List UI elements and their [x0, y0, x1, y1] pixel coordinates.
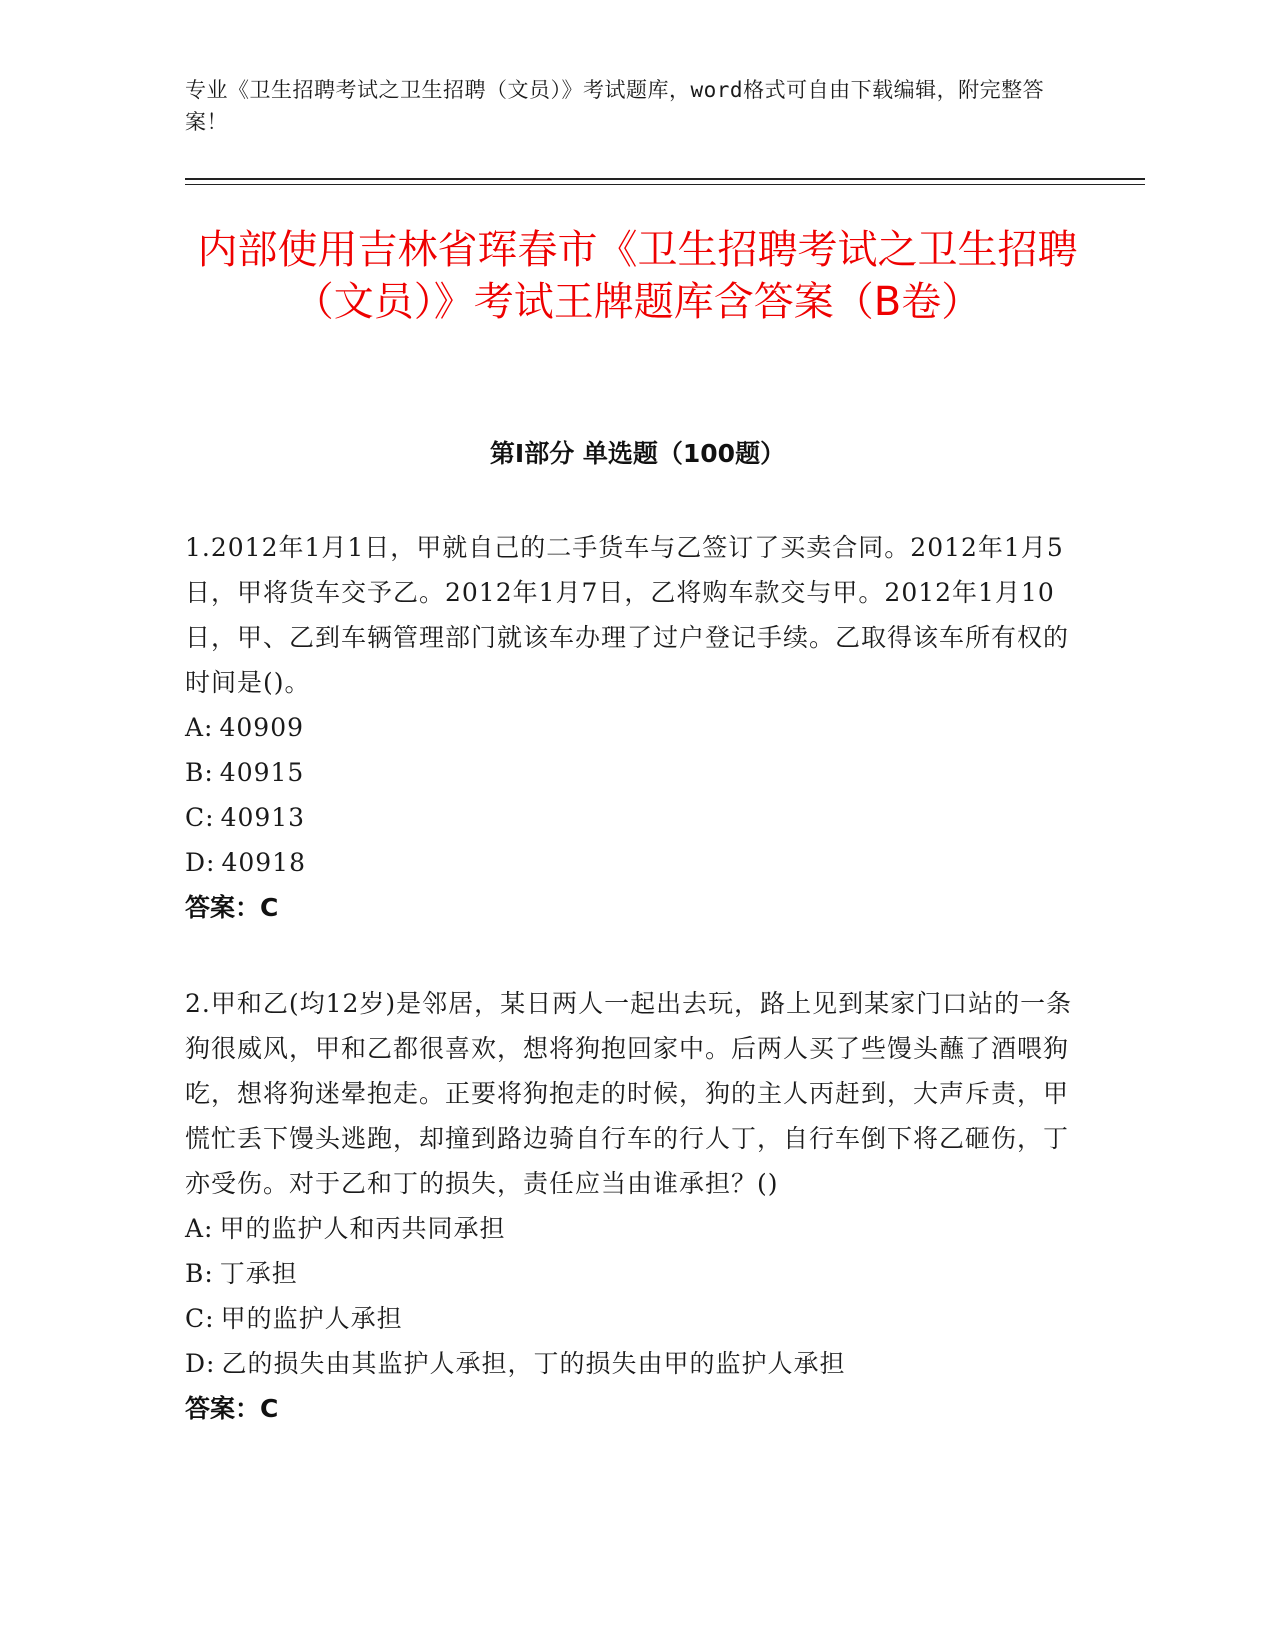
- option-text: 甲的监护人和丙共同承担: [219, 1214, 506, 1243]
- option-letter: C:: [185, 1304, 215, 1333]
- option-letter: A:: [185, 1214, 214, 1243]
- option-text: 40918: [221, 848, 306, 877]
- question-1: [185, 525, 1085, 930]
- option-letter: B:: [185, 1259, 214, 1288]
- option-letter: C:: [185, 803, 215, 832]
- option-d: [185, 1341, 1085, 1386]
- question-2: [185, 981, 1085, 1431]
- option-text: 丁承担: [219, 1259, 298, 1288]
- option-letter: D:: [185, 1349, 216, 1378]
- option-b: [185, 1251, 1085, 1296]
- header-rule-thick: [185, 178, 1145, 180]
- header-rule-thin: [185, 184, 1145, 185]
- option-a: [185, 705, 1085, 750]
- question-stem: 1.2012年1月1日，甲就自己的二手货车与乙签订了买卖合同。2012年1月5日，甲将货车交予乙。2012年1月7日，乙将购车款交与甲。2012年1月10日，甲、乙到车辆管理部门就该车办理了过户登记手续。乙取得该车所有权的时间是()。: [185, 533, 1070, 697]
- option-letter: D:: [185, 848, 216, 877]
- section-title: 第Ⅰ部分 单选题（100题）: [489, 439, 786, 468]
- question-stem: 2.甲和乙(均12岁)是邻居，某日两人一起出去玩，路上见到某家门口站的一条狗很威风，甲和乙都很喜欢，想将狗抱回家中。后两人买了些馒头蘸了酒喂狗吃，想将狗迷晕抱走。正要将狗抱走的时候，狗的主人丙赶到，大声斥责，甲慌忙丢下馒头逃跑，却撞到路边骑自行车的行人丁，自行车倒下将乙砸伤，丁亦受伤。对于乙和丁的损失，责任应当由谁承担？(): [185, 989, 1073, 1198]
- option-letter: A:: [185, 713, 214, 742]
- option-text: 40909: [219, 713, 305, 742]
- option-b: [185, 750, 1085, 795]
- option-d: [185, 840, 1085, 885]
- option-letter: B:: [185, 758, 214, 787]
- option-c: [185, 795, 1085, 840]
- option-text: 甲的监护人承担: [220, 1304, 403, 1333]
- option-text: 乙的损失由其监护人承担，丁的损失由甲的监护人承担: [221, 1349, 846, 1378]
- option-text: 40913: [220, 803, 306, 832]
- option-text: 40915: [219, 758, 305, 787]
- document-title: 内部使用吉林省珲春市《卫生招聘考试之卫生招聘（文员）》考试王牌题库含答案（B卷）: [197, 227, 1078, 325]
- answer-line: 答案：C: [185, 893, 279, 922]
- option-c: [185, 1296, 1085, 1341]
- header-note: 专业《卫生招聘考试之卫生招聘（文员）》考试题库，word格式可自由下载编辑，附完整答案！: [185, 78, 1045, 134]
- answer-line: 答案：C: [185, 1394, 279, 1423]
- option-a: [185, 1206, 1085, 1251]
